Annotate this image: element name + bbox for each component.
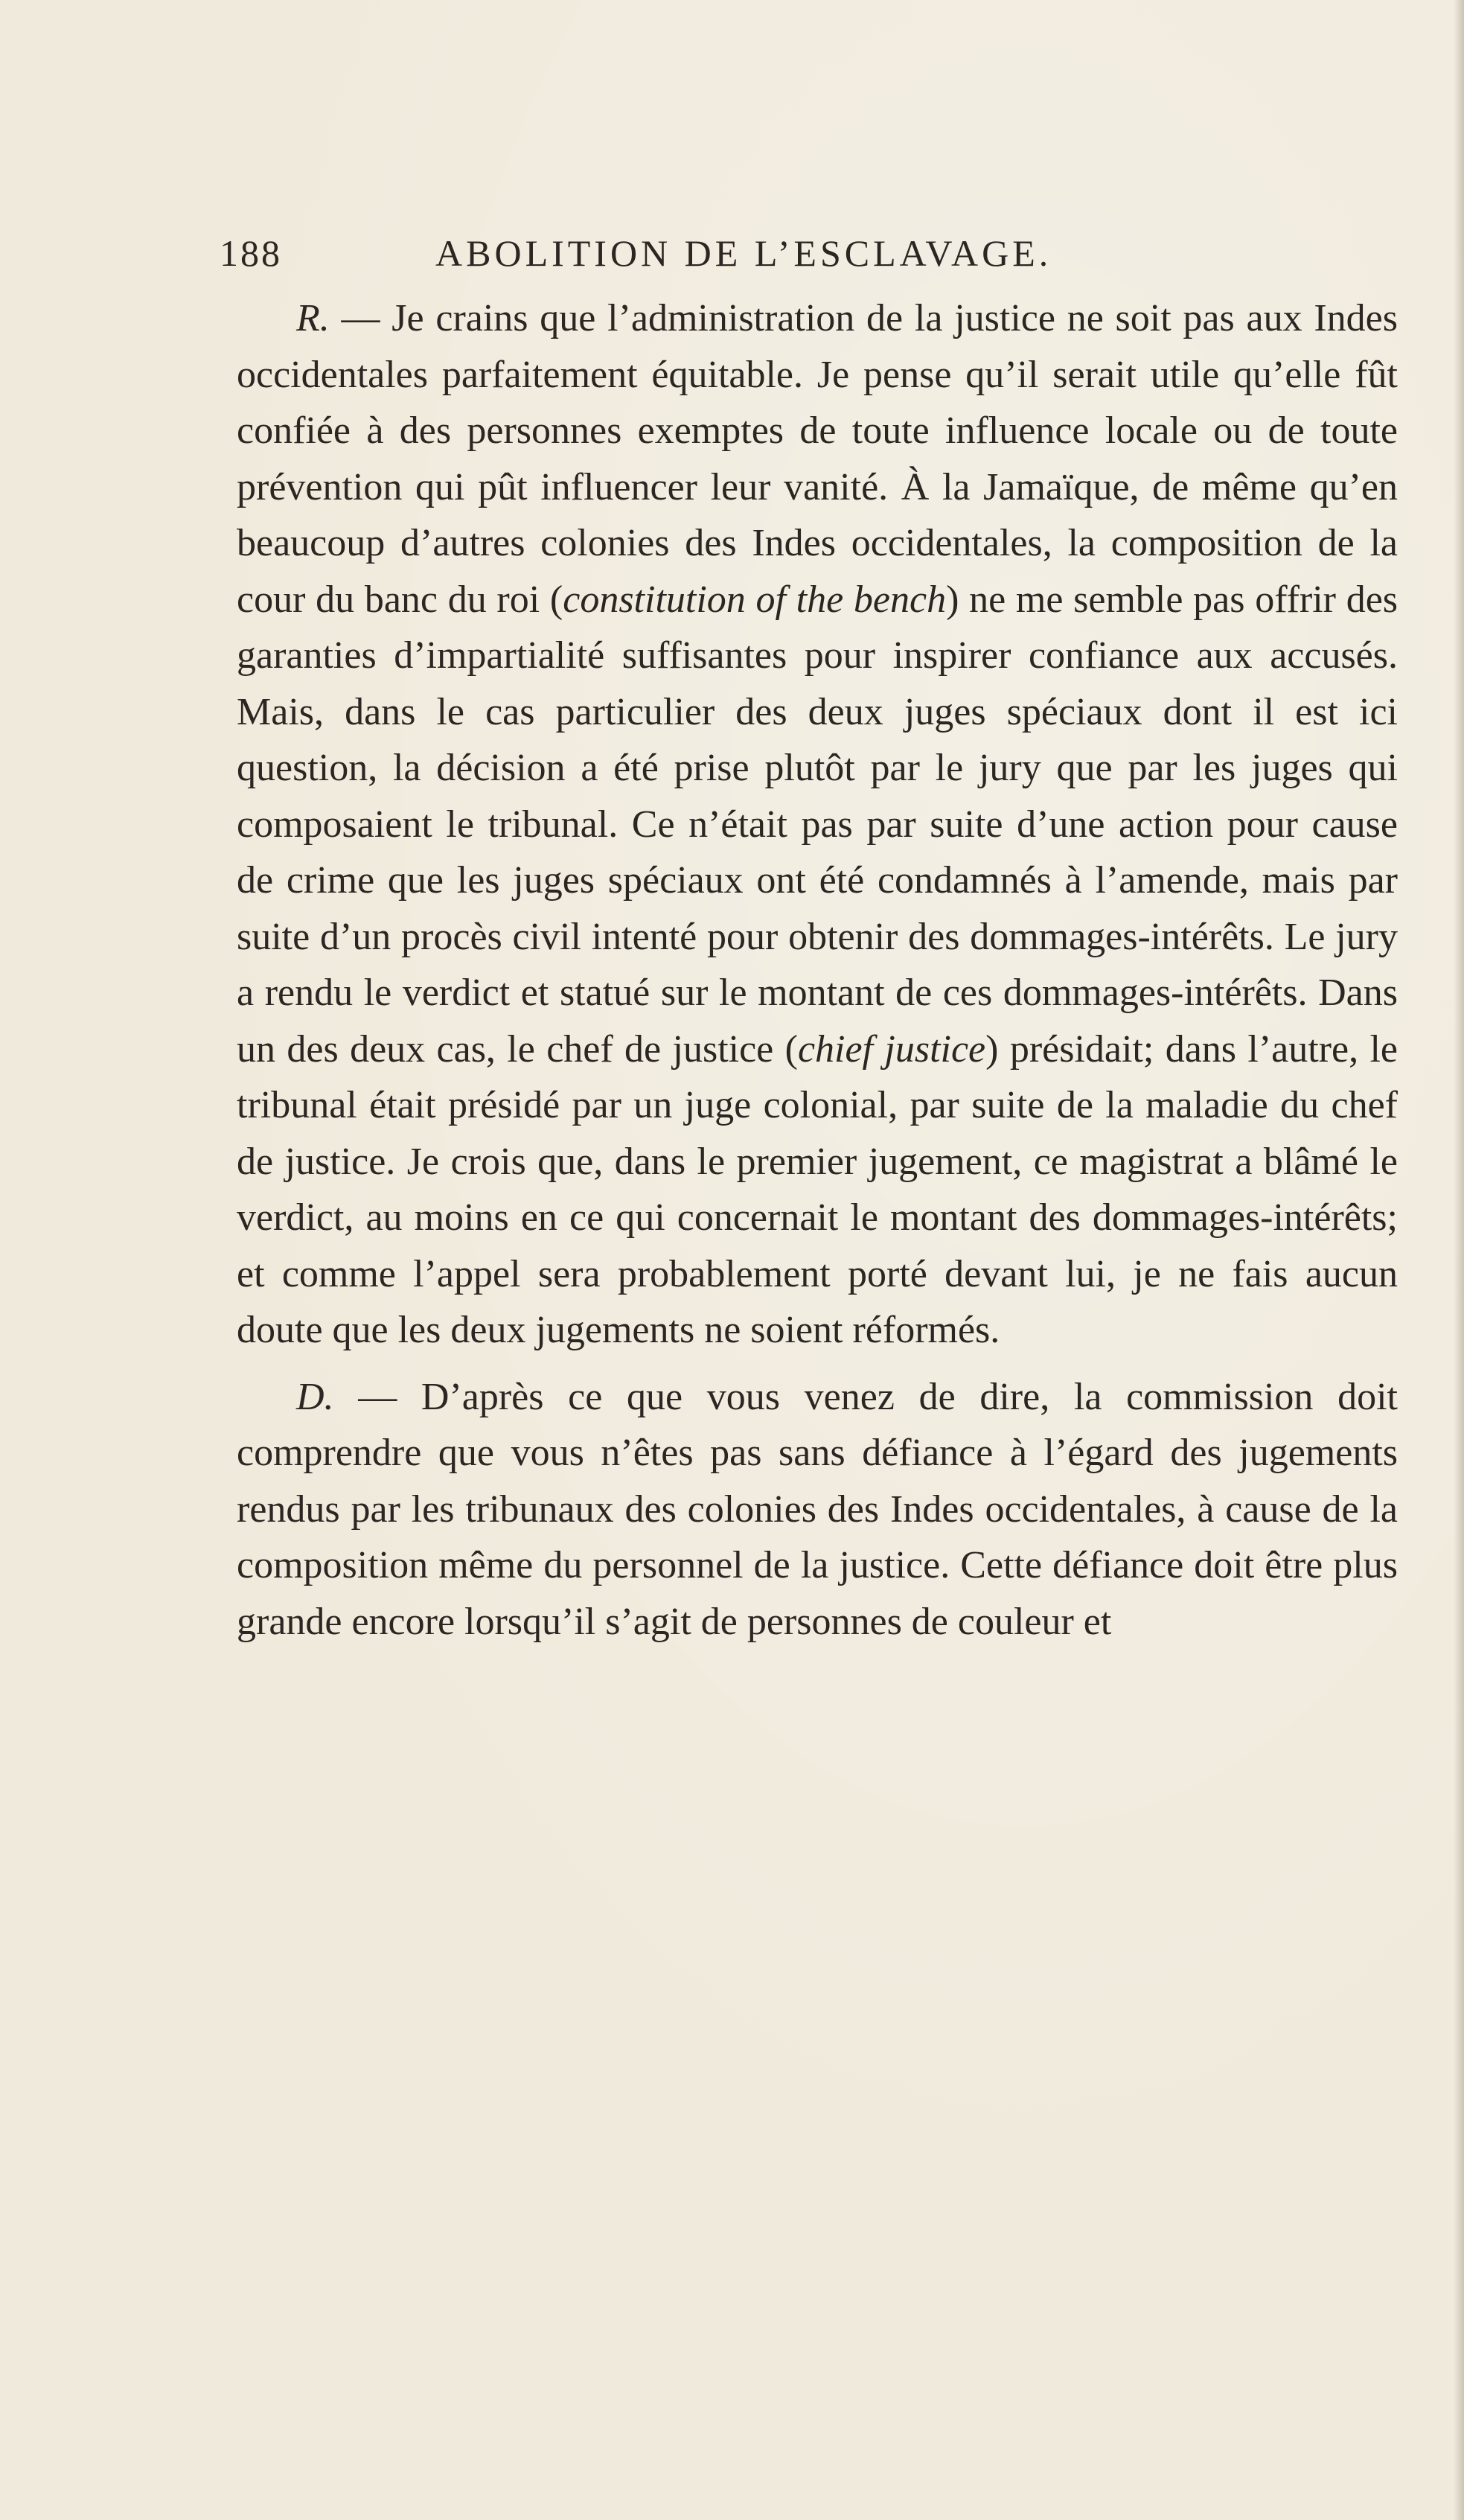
paragraph-question	[237, 1369, 1398, 1650]
italic-term: chief justice	[797, 1027, 986, 1071]
paragraph-text: ) présidait; dans l’autre, le tribunal était présidé par un juge colonial, par suite de la maladie du chef de justice. Je crois que, dans le premier jugement, ce magistrat a blâmé le verdict, au moins en ce qui concernait le montant des dommages-intérêts; et comme l’appel sera probablement porté devant lui, je ne fais aucun doute que les deux jugements ne soient réformés.	[237, 1027, 1398, 1351]
italic-term: constitution of the bench	[563, 578, 947, 621]
speaker-label: R.	[296, 297, 330, 339]
running-title: ABOLITION DE L’ESCLAVAGE.	[435, 232, 1052, 274]
paragraph-response	[237, 290, 1398, 1359]
paragraph-text: — Je crains que l’administration de la justice ne soit pas aux Indes occidentales parfaitement équitable. Je pense qu’il serait utile qu’elle fût confiée à des personnes exemptes de toute influence locale ou de toute prévention qui pût influencer leur vanité. À la Jamaïque, de même qu’en beaucoup d’autres colonies des Indes occidentales, la composition de la cour du banc du roi (	[237, 297, 1398, 621]
running-header	[220, 223, 1381, 283]
paragraph-text: ) ne me semble pas offrir des garanties d’impartialité suffisantes pour inspirer confiance aux accusés. Mais, dans le cas particulier des deux juges spéciaux dont il est ici question, la décision a été prise plutôt par le jury que par les juges qui composaient le tribunal. Ce n’était pas par suite d’une action pour cause de crime que les juges spéciaux ont été condamnés à l’amende, mais par suite d’un procès civil intenté pour obtenir des dommages-intérêts. Le jury a rendu le verdict et statué sur le montant de ces dommages-intérêts. Dans un des deux cas, le chef de justice (	[237, 578, 1399, 1071]
body-text	[237, 290, 1398, 1650]
paragraph-text: — D’après ce que vous venez de dire, la commission doit comprendre que vous n’êtes pas sans défiance à l’égard des jugements rendus par les tribunaux des colonies des Indes occidentales, à cause de la composition même du personnel de la justice. Cette défiance doit être plus grande encore lorsqu’il s’agit de personnes de couleur et	[237, 1375, 1398, 1643]
speaker-label: D.	[296, 1375, 334, 1418]
page-number: 188	[220, 232, 282, 274]
page-edge-shadow	[1454, 0, 1464, 2520]
